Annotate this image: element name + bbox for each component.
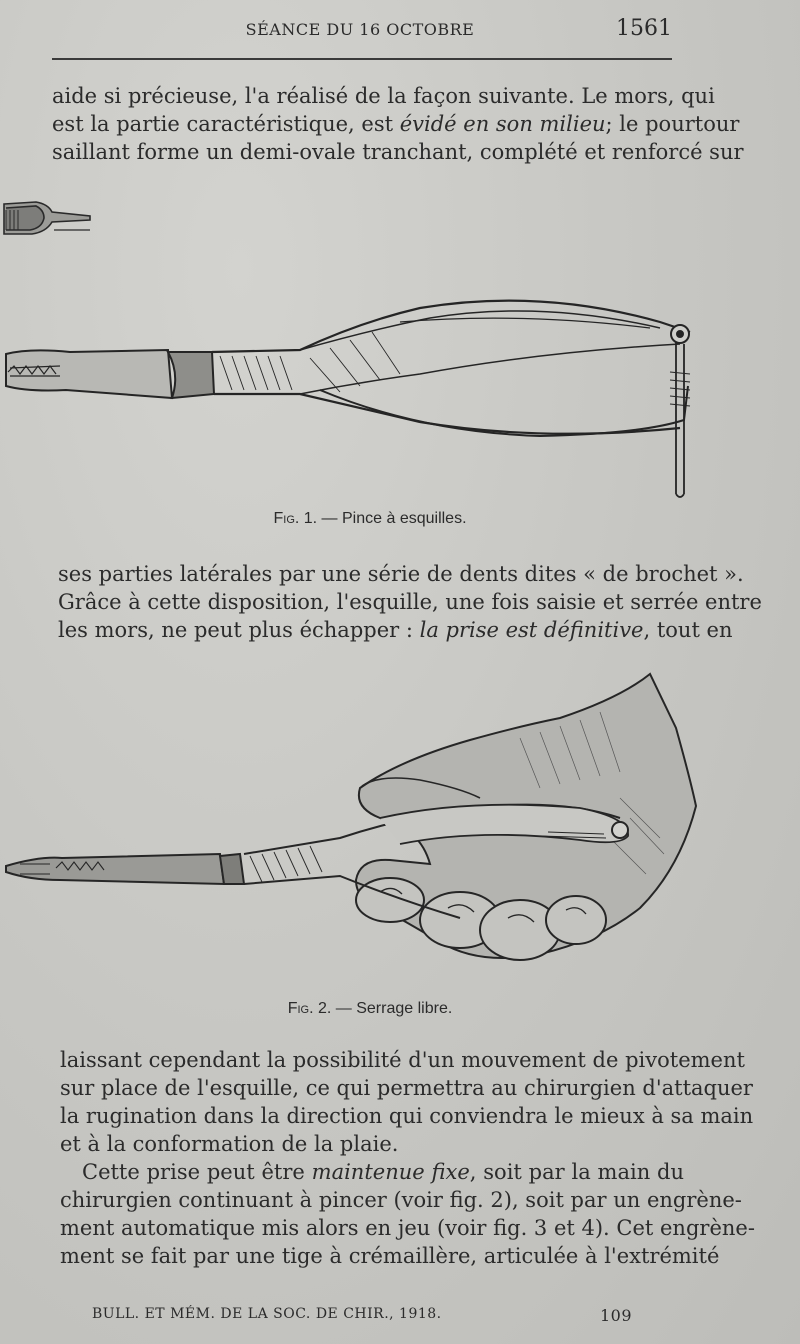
italic-phrase: évidé en son milieu [399, 112, 606, 136]
paragraph-line: ment automatique mis alors en jeu (voir fig. 3 et 4). Cet engrène- [60, 1216, 755, 1240]
paragraph-line: la rugination dans la direction qui conviendra le mieux à sa main [60, 1104, 754, 1128]
paragraph-line: est la partie caractéristique, est évidé en son milieu; le pourtour [52, 112, 740, 136]
paragraph-line: laissant cependant la possibilité d'un mouvement de pivotement [60, 1048, 745, 1072]
bone-forceps-illustration [0, 282, 700, 504]
paragraph-line: ses parties latérales par une série de dents dites « de brochet ». [58, 562, 744, 586]
paragraph-line: ment se fait par une tige à crémaillère, articulée à l'extrémité [60, 1244, 720, 1268]
figure-label: Fig. 1. [273, 510, 318, 527]
paragraph-3 [60, 1046, 754, 1158]
figure-2-caption: Fig. 2. — Serrage libre. [287, 1000, 453, 1017]
jaw-detail-illustration [0, 196, 100, 242]
header-rule [52, 58, 672, 60]
figure-label: Fig. 2. [287, 1000, 332, 1017]
paragraph-line: sur place de l'esquille, ce qui permettra au chirurgien d'attaquer [60, 1076, 753, 1100]
figure-1-caption: Fig. 1. — Pince à esquilles. [273, 510, 467, 527]
journal-reference: BULL. ET MÉM. DE LA SOC. DE CHIR., 1918. [92, 1306, 442, 1322]
paragraph-line: et à la conformation de la plaie. [60, 1132, 399, 1156]
paragraph-2 [58, 560, 762, 644]
italic-phrase: maintenue fixe [311, 1160, 470, 1184]
paragraph-line: Cette prise peut être maintenue fixe, soit par la main du [82, 1160, 684, 1184]
paragraph-4 [60, 1158, 755, 1270]
paragraph-line: aide si précieuse, l'a réalisé de la façon suivante. Le mors, qui [52, 84, 715, 108]
page-header [48, 14, 672, 48]
signature-folio: 109 [599, 1306, 632, 1325]
paragraph-line: les mors, ne peut plus échapper : la prise est définitive, tout en [58, 618, 733, 642]
italic-phrase: la prise est définitive [419, 618, 644, 642]
paragraph-line: saillant forme un demi-ovale tranchant, complété et renforcé sur [52, 140, 744, 164]
paragraph-1 [52, 82, 744, 166]
paragraph-line: chirurgien continuant à pincer (voir fig. 2), soit par un engrène- [60, 1188, 742, 1212]
running-head: SÉANCE DU 16 OCTOBRE [245, 20, 475, 39]
page-footer [92, 1306, 632, 1325]
hand-with-forceps-illustration [0, 668, 710, 990]
page-number: 1561 [616, 16, 672, 41]
paragraph-line: Grâce à cette disposition, l'esquille, une fois saisie et serrée entre [58, 590, 762, 614]
